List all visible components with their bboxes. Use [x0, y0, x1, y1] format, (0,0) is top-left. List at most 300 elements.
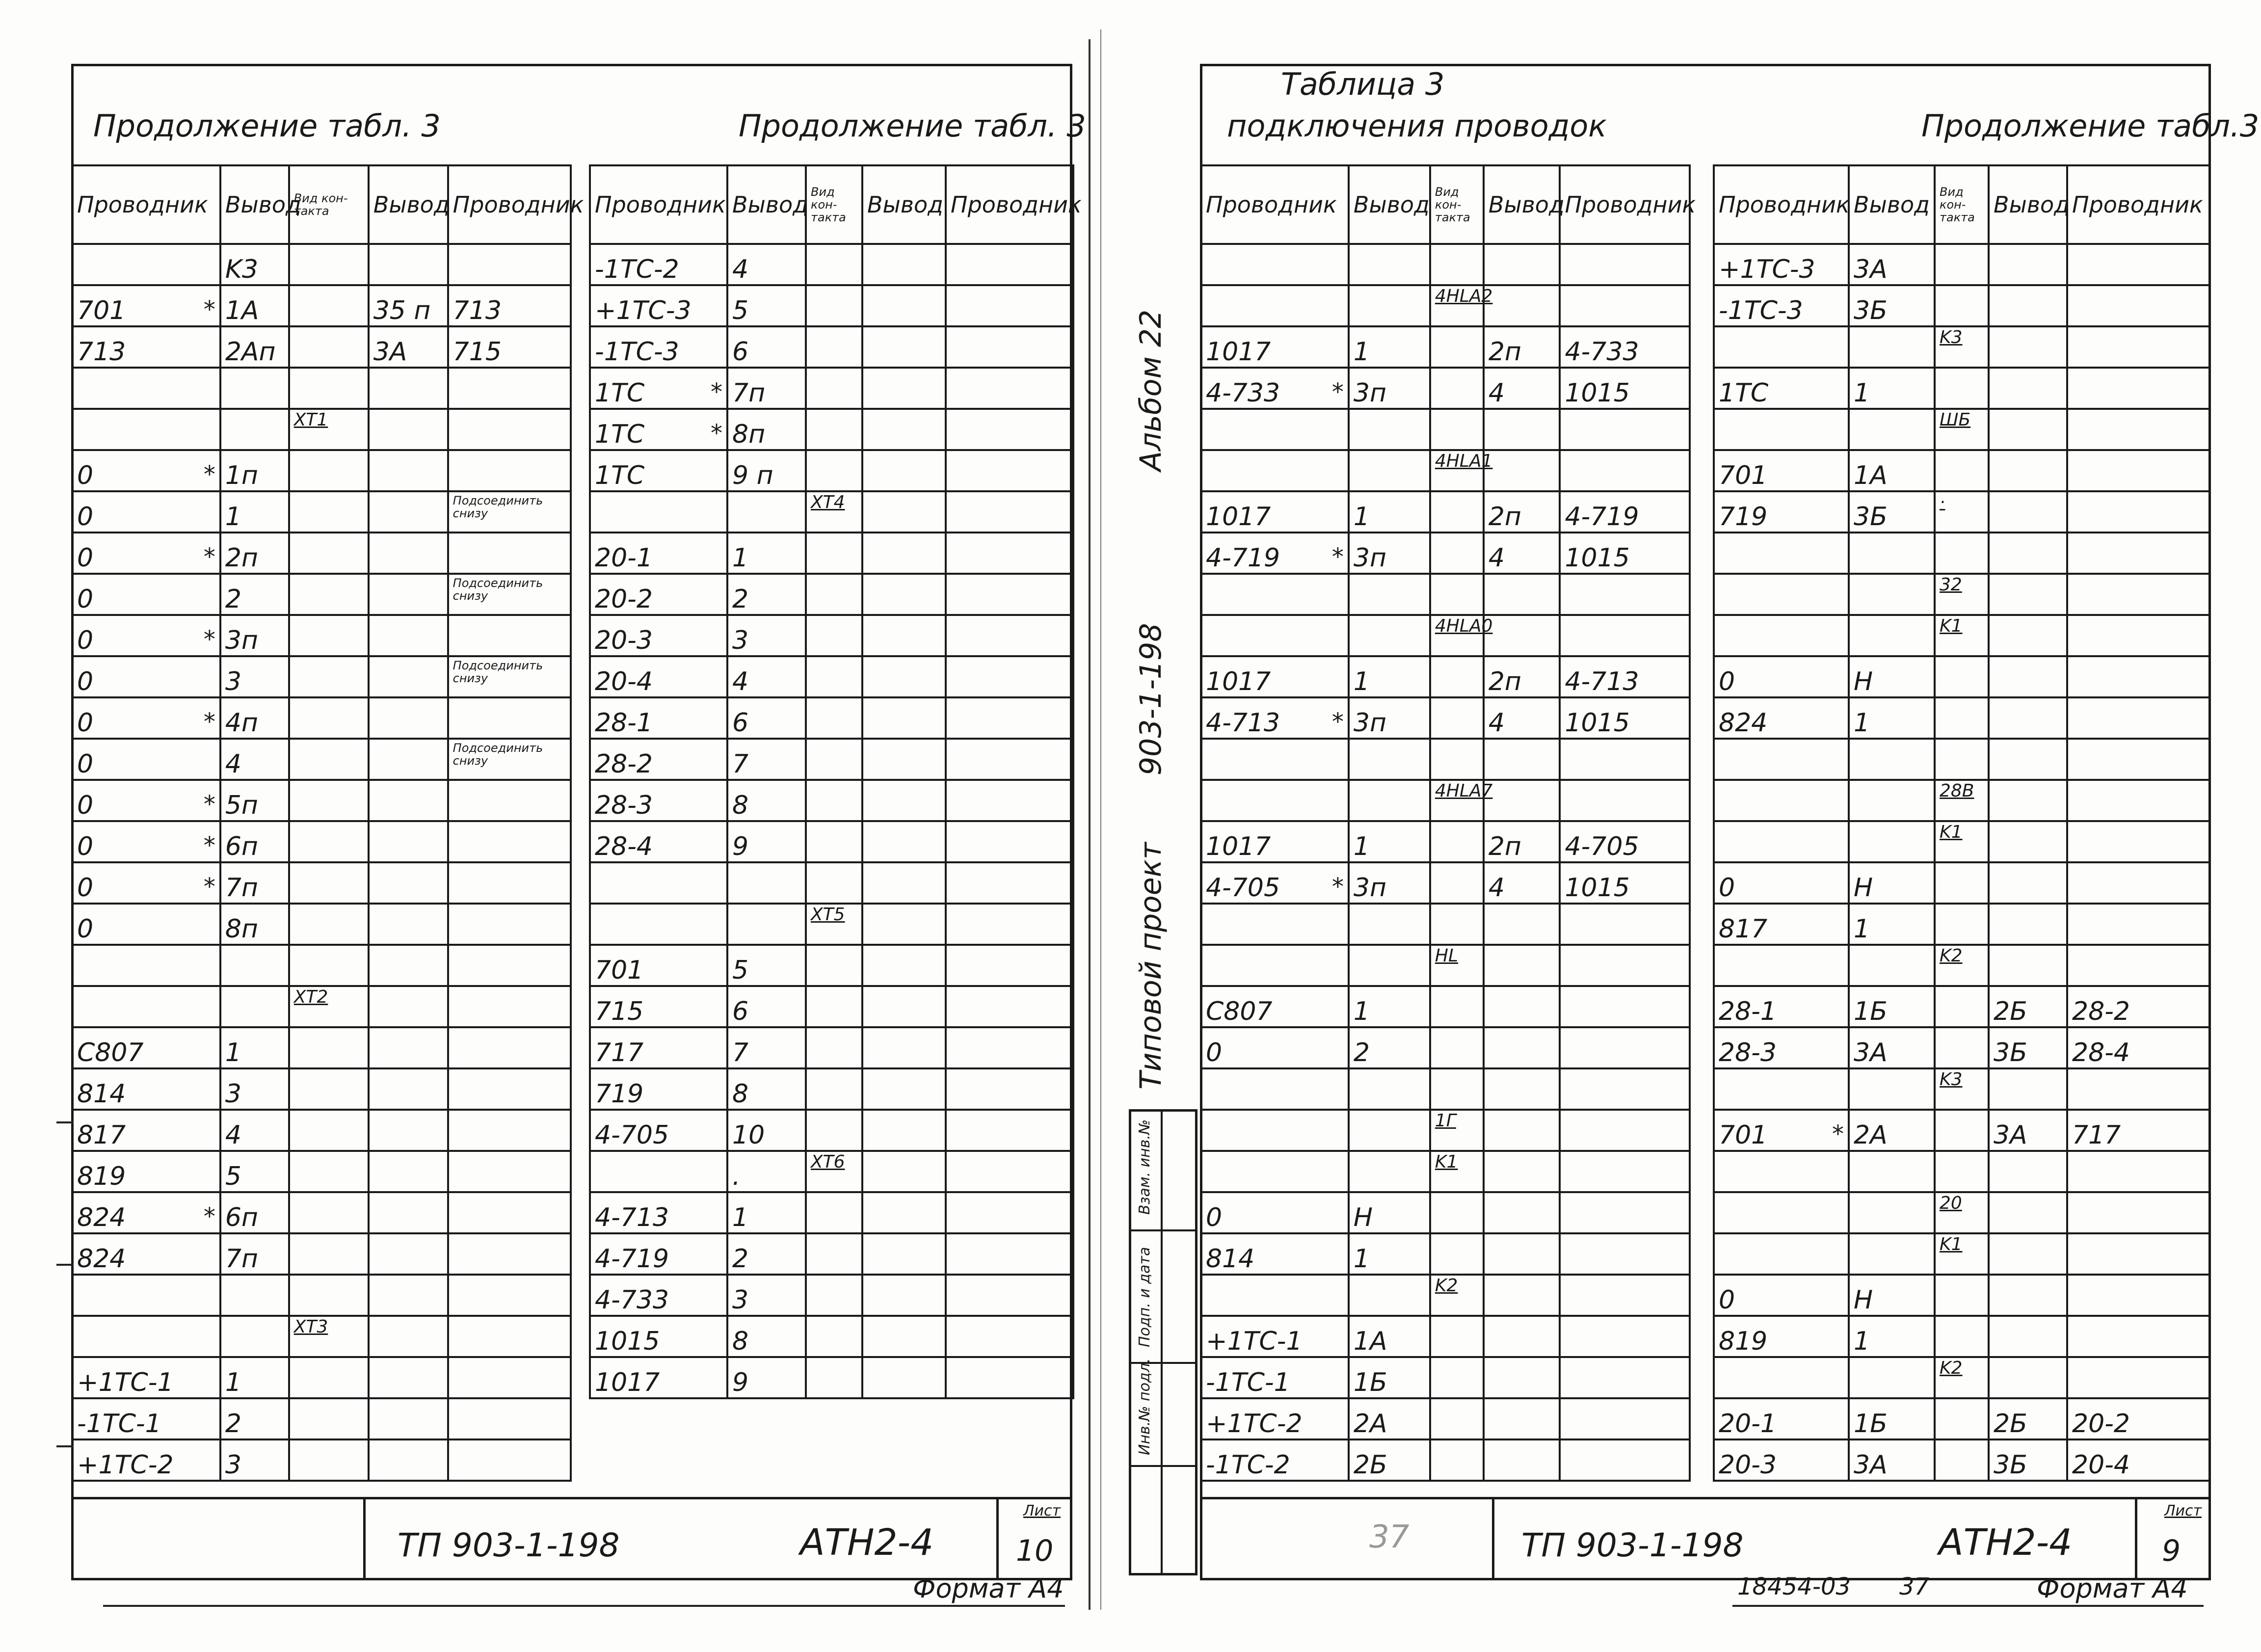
cell-contact-type	[806, 697, 862, 739]
cell-terminal-2	[369, 1398, 448, 1439]
marker-asterisk: *	[711, 420, 722, 447]
cell-conductor	[590, 285, 727, 326]
table-row	[590, 409, 1073, 450]
conductor-text: -1TC-3	[595, 337, 679, 367]
cell-contact-type: 4HLA7	[1430, 780, 1484, 821]
table-row	[72, 533, 571, 574]
cell-terminal: 2	[727, 1233, 806, 1275]
table-row	[1714, 409, 2209, 450]
conductor-text: 719	[595, 1079, 644, 1109]
cell-contact-type	[806, 821, 862, 862]
table-row	[72, 409, 571, 450]
table-row	[1714, 1439, 2209, 1481]
cell-conductor	[1201, 780, 1349, 821]
table-row	[1714, 1068, 2209, 1110]
cell-conductor-2	[946, 904, 1073, 945]
conductor-text: 0	[77, 543, 94, 573]
col-header-terminal-2: Вывод	[1989, 165, 2067, 244]
table-row	[1714, 491, 2209, 533]
table-row	[1714, 697, 2209, 739]
cell-conductor	[590, 862, 727, 904]
cell-terminal	[1849, 1151, 1935, 1192]
cell-conductor	[1201, 1151, 1349, 1192]
cell-contact-type: 20	[1935, 1192, 1989, 1233]
cell-terminal	[1849, 1357, 1935, 1398]
cell-conductor	[590, 656, 727, 697]
cell-terminal-2	[1484, 1398, 1560, 1439]
table-row	[1201, 1316, 1690, 1357]
cell-conductor-2	[448, 1068, 571, 1110]
cell-conductor	[1714, 450, 1849, 491]
cell-terminal-2	[369, 739, 448, 780]
cell-conductor	[72, 533, 220, 574]
conductor-text: +1TC-1	[1206, 1327, 1303, 1356]
right-continuation-heading: Продолжение табл.3	[1921, 108, 2260, 144]
cell-terminal: Н	[1849, 862, 1935, 904]
cell-contact-type	[1935, 986, 1989, 1027]
cell-conductor-2	[448, 1233, 571, 1275]
cell-contact-type	[289, 780, 369, 821]
conductor-text: 1017	[595, 1368, 660, 1397]
cell-terminal: 4	[220, 1110, 289, 1151]
cell-terminal-2	[369, 1275, 448, 1316]
cell-conductor-2	[946, 285, 1073, 326]
cell-terminal-2	[862, 697, 946, 739]
cell-contact-type	[1430, 1316, 1484, 1357]
cell-conductor	[1201, 1275, 1349, 1316]
cell-terminal	[220, 368, 289, 409]
cell-terminal	[1349, 780, 1430, 821]
cell-terminal: 3A	[1849, 1439, 1935, 1481]
page-fold-line	[1089, 39, 1091, 1610]
cell-terminal-2: 3A	[369, 326, 448, 368]
conductor-text: 0	[77, 832, 94, 861]
cell-conductor-2	[946, 574, 1073, 615]
cell-terminal-2: 4	[1484, 533, 1560, 574]
cell-terminal-2	[1484, 1233, 1560, 1275]
conductor-text: 20-2	[595, 585, 653, 614]
cell-terminal: 1Б	[1849, 1398, 1935, 1439]
table-row	[1201, 1439, 1690, 1481]
cell-conductor-2	[1560, 986, 1690, 1027]
cell-conductor-2	[2067, 1068, 2209, 1110]
cell-conductor	[1201, 862, 1349, 904]
conductor-text: 0	[77, 626, 94, 655]
col-header-terminal-2: Вывод	[862, 165, 946, 244]
table-row	[1714, 1110, 2209, 1151]
cell-conductor	[72, 1316, 220, 1357]
table-row	[590, 1316, 1073, 1357]
cell-conductor-2	[448, 945, 571, 986]
conductor-text: 4-733	[1206, 378, 1280, 408]
right-title-block	[1202, 1497, 2208, 1580]
cell-conductor-2	[448, 1275, 571, 1316]
conductor-text: 0	[77, 914, 94, 944]
conductor-text: 20-3	[595, 626, 653, 655]
table-row	[1714, 1275, 2209, 1316]
conductor-text: -1TC-2	[1206, 1450, 1290, 1480]
table-row	[1201, 1275, 1690, 1316]
cell-conductor-2: 713	[448, 285, 571, 326]
table-row	[72, 904, 571, 945]
cell-terminal: 1Б	[1849, 986, 1935, 1027]
cell-terminal	[1349, 1110, 1430, 1151]
conductor-text: 814	[1206, 1244, 1255, 1274]
cell-terminal: 6п	[220, 821, 289, 862]
left-drawing-code: АТН2-4	[800, 1521, 934, 1564]
cell-contact-type	[1430, 409, 1484, 450]
cell-conductor-2	[448, 1192, 571, 1233]
cell-terminal-2	[369, 1357, 448, 1398]
cell-conductor	[72, 1275, 220, 1316]
cell-terminal-2	[1989, 821, 2067, 862]
table-row	[590, 1192, 1073, 1233]
cell-conductor	[1201, 368, 1349, 409]
cell-terminal-2	[1989, 1151, 2067, 1192]
cell-contact-type	[806, 285, 862, 326]
cell-conductor-2	[946, 780, 1073, 821]
cell-conductor-2: Подсоединить снизу	[448, 574, 571, 615]
cell-conductor-2	[946, 862, 1073, 904]
conductor-text: +1TC-3	[1719, 255, 1815, 284]
cell-terminal	[727, 904, 806, 945]
conductor-text: 20-1	[595, 543, 653, 573]
cell-contact-type	[806, 1068, 862, 1110]
left-title-block	[74, 1497, 1070, 1580]
conductor-text: +1TC-2	[1206, 1409, 1303, 1439]
cell-terminal: 3	[727, 1275, 806, 1316]
table-row	[590, 1357, 1073, 1398]
table-row	[1714, 904, 2209, 945]
cell-contact-type	[289, 574, 369, 615]
conductor-text: 4-719	[1206, 543, 1280, 573]
col-header-conductor: Проводник	[590, 165, 727, 244]
cell-terminal-2	[1989, 615, 2067, 656]
cell-contact-type: 4HLA1	[1430, 450, 1484, 491]
cell-conductor-2	[448, 409, 571, 450]
cell-conductor-2	[1560, 244, 1690, 285]
cell-conductor-2: 717	[2067, 1110, 2209, 1151]
cell-terminal: 3	[220, 1068, 289, 1110]
col-header-terminal: Вывод	[1849, 165, 1935, 244]
conductor-text: +1TC-2	[77, 1450, 174, 1480]
conductor-text: 28-3	[1719, 1038, 1777, 1067]
cell-terminal: 2	[220, 1398, 289, 1439]
cell-contact-type	[1430, 1398, 1484, 1439]
cell-conductor-2	[2067, 491, 2209, 533]
conductor-text: 0	[77, 749, 94, 779]
cell-terminal: 2Б	[1349, 1439, 1430, 1481]
cell-terminal-2	[1989, 244, 2067, 285]
conductor-text: 0	[1719, 1285, 1735, 1315]
marker-asterisk: *	[1832, 1120, 1844, 1148]
cell-conductor	[72, 1192, 220, 1233]
cell-contact-type: XT4	[806, 491, 862, 533]
cell-conductor	[590, 697, 727, 739]
cell-terminal	[1849, 1233, 1935, 1275]
cell-contact-type	[289, 615, 369, 656]
cell-contact-type: ·	[1935, 491, 1989, 533]
cell-contact-type	[1935, 904, 1989, 945]
cell-contact-type	[1430, 326, 1484, 368]
table-row	[1714, 574, 2209, 615]
cell-conductor-2	[2067, 697, 2209, 739]
cell-terminal-2	[369, 945, 448, 986]
cell-terminal: 1	[1349, 821, 1430, 862]
conductor-text: 1017	[1206, 337, 1271, 367]
cell-conductor-2	[1560, 739, 1690, 780]
cell-terminal	[1349, 574, 1430, 615]
cell-contact-type	[1935, 1316, 1989, 1357]
cell-terminal-2	[862, 1357, 946, 1398]
cell-terminal: 1	[220, 491, 289, 533]
cell-contact-type	[806, 739, 862, 780]
col-header-contact-type: Вид кон- такта	[1430, 165, 1484, 244]
cell-conductor-2	[946, 450, 1073, 491]
marker-asterisk: *	[1331, 708, 1344, 736]
cell-contact-type	[806, 615, 862, 656]
cell-contact-type	[1935, 1275, 1989, 1316]
table-row	[72, 1068, 571, 1110]
cell-contact-type	[806, 1192, 862, 1233]
cell-conductor	[1201, 697, 1349, 739]
cell-conductor-2	[2067, 739, 2209, 780]
cell-terminal-2	[1989, 368, 2067, 409]
table-row	[1201, 1398, 1690, 1439]
conductor-text: 1017	[1206, 502, 1271, 532]
cell-contact-type	[806, 326, 862, 368]
cell-contact-type	[1430, 1357, 1484, 1398]
table-row	[1714, 821, 2209, 862]
cell-terminal	[220, 986, 289, 1027]
cell-conductor	[72, 945, 220, 986]
table-row	[1714, 450, 2209, 491]
cell-contact-type: K1	[1935, 1233, 1989, 1275]
cell-contact-type: XT5	[806, 904, 862, 945]
cell-terminal	[220, 1275, 289, 1316]
cell-conductor-2: 28-2	[2067, 986, 2209, 1027]
cell-terminal-2	[862, 1192, 946, 1233]
table-row	[1714, 780, 2209, 821]
conductor-text: 4-733	[595, 1285, 669, 1315]
cell-terminal-2	[862, 904, 946, 945]
table-row	[72, 285, 571, 326]
table-row	[1201, 862, 1690, 904]
cell-terminal-2: 3Б	[1989, 1027, 2067, 1068]
cell-conductor	[1201, 1233, 1349, 1275]
cell-terminal-2	[369, 244, 448, 285]
cell-terminal-2	[369, 986, 448, 1027]
cell-terminal-2	[1989, 656, 2067, 697]
cell-contact-type	[289, 1439, 369, 1481]
cell-contact-type: HL	[1430, 945, 1484, 986]
cell-terminal-2	[862, 945, 946, 986]
cell-conductor-2	[946, 533, 1073, 574]
table-row	[1201, 1357, 1690, 1398]
page-fold-line-secondary	[1100, 29, 1101, 1610]
cell-terminal	[1349, 615, 1430, 656]
cell-conductor-2: 1015	[1560, 862, 1690, 904]
table-row	[1714, 986, 2209, 1027]
cell-contact-type	[806, 862, 862, 904]
cell-conductor	[72, 450, 220, 491]
cell-terminal-2	[1484, 739, 1560, 780]
cell-terminal: 3Б	[1849, 285, 1935, 326]
table-row	[1714, 739, 2209, 780]
cell-conductor	[590, 368, 727, 409]
cell-terminal-2	[1484, 1275, 1560, 1316]
cell-conductor-2	[2067, 1233, 2209, 1275]
cell-terminal-2: 2Б	[1989, 1398, 2067, 1439]
margin-tick	[56, 1445, 74, 1447]
cell-terminal-2	[1989, 1316, 2067, 1357]
right-sheet	[1200, 64, 2260, 1580]
cell-conductor	[72, 862, 220, 904]
cell-contact-type: XT1	[289, 409, 369, 450]
cell-conductor-2	[448, 780, 571, 821]
cell-terminal: 1	[1349, 986, 1430, 1027]
cell-conductor	[1201, 986, 1349, 1027]
cell-conductor-2	[448, 1439, 571, 1481]
marker-asterisk: *	[203, 873, 215, 901]
cell-conductor	[590, 986, 727, 1027]
cell-terminal-2	[862, 491, 946, 533]
conductor-text: 1TC	[1719, 378, 1769, 408]
conductor-text: 713	[77, 337, 126, 367]
cell-terminal: 1	[1349, 326, 1430, 368]
cell-conductor-2: 4-713	[1560, 656, 1690, 697]
table-row	[590, 862, 1073, 904]
cell-terminal-2	[1989, 574, 2067, 615]
cell-terminal: 2	[727, 574, 806, 615]
table-row	[1201, 904, 1690, 945]
right-project-number: ТП 903-1-198	[1521, 1526, 1744, 1564]
cell-terminal-2	[369, 862, 448, 904]
cell-conductor-2	[946, 1110, 1073, 1151]
left-project-number: ТП 903-1-198	[398, 1526, 620, 1564]
connection-table-b	[589, 164, 1082, 1399]
cell-terminal: 2A	[1849, 1110, 1935, 1151]
cell-conductor-2	[1560, 450, 1690, 491]
conductor-text: 0	[77, 502, 94, 532]
cell-conductor-2	[1560, 409, 1690, 450]
cell-terminal-2	[862, 1110, 946, 1151]
col-header-terminal-2: Вывод	[369, 165, 448, 244]
cell-terminal: 4	[727, 656, 806, 697]
cell-conductor	[1201, 1110, 1349, 1151]
cell-conductor	[590, 1068, 727, 1110]
table-row	[1714, 656, 2209, 697]
table-row	[72, 1027, 571, 1068]
cell-conductor-2	[2067, 1316, 2209, 1357]
table-row	[1714, 1316, 2209, 1357]
table-row	[1201, 986, 1690, 1027]
cell-terminal: 1	[727, 1192, 806, 1233]
conductor-text: -1TC-1	[1206, 1368, 1290, 1397]
cell-conductor-2	[946, 697, 1073, 739]
cell-conductor	[1201, 656, 1349, 697]
cell-contact-type	[806, 1357, 862, 1398]
marker-asterisk: *	[1331, 873, 1344, 901]
cell-contact-type	[1430, 1233, 1484, 1275]
cell-contact-type	[289, 1398, 369, 1439]
cell-contact-type	[806, 1316, 862, 1357]
cell-terminal: 9 п	[727, 450, 806, 491]
cell-terminal	[1849, 821, 1935, 862]
margin-album: Альбом 22	[1134, 309, 1168, 471]
table-row	[72, 1275, 571, 1316]
cell-terminal: 2Aп	[220, 326, 289, 368]
cell-contact-type	[289, 491, 369, 533]
cell-terminal: 7	[727, 1027, 806, 1068]
conductor-text: C807	[77, 1038, 144, 1067]
cell-conductor	[590, 1233, 727, 1275]
cell-contact-type	[806, 1233, 862, 1275]
table-row	[1714, 285, 2209, 326]
cell-terminal-2	[1484, 986, 1560, 1027]
cell-conductor-2	[448, 1151, 571, 1192]
cell-contact-type	[1430, 533, 1484, 574]
cell-conductor	[590, 1151, 727, 1192]
conductor-text: 0	[77, 585, 94, 614]
cell-terminal-2	[862, 1275, 946, 1316]
cell-terminal	[1849, 326, 1935, 368]
left-bottom-line	[103, 1605, 1065, 1607]
cell-contact-type: 1Г	[1430, 1110, 1484, 1151]
cell-conductor	[1201, 244, 1349, 285]
cell-conductor	[1714, 986, 1849, 1027]
conductor-text: 819	[1719, 1327, 1768, 1356]
table-row	[72, 656, 571, 697]
cell-conductor-2	[448, 450, 571, 491]
cell-conductor	[1201, 533, 1349, 574]
cell-contact-type	[289, 739, 369, 780]
cell-conductor	[590, 326, 727, 368]
table-row	[1201, 615, 1690, 656]
cell-contact-type	[289, 1233, 369, 1275]
cell-conductor-2	[1560, 904, 1690, 945]
left-sheet-number: 10	[1016, 1534, 1054, 1568]
cell-conductor	[72, 285, 220, 326]
table-row	[72, 326, 571, 368]
cell-terminal-2	[1484, 1068, 1560, 1110]
cell-terminal: 3п	[1349, 533, 1430, 574]
marker-asterisk: *	[203, 791, 215, 818]
conductor-text: 717	[595, 1038, 644, 1067]
cell-contact-type	[289, 904, 369, 945]
cell-conductor-2	[946, 986, 1073, 1027]
cell-terminal: 7п	[220, 862, 289, 904]
cell-contact-type	[806, 533, 862, 574]
cell-terminal-2	[369, 409, 448, 450]
table-row	[590, 945, 1073, 986]
cell-conductor-2	[2067, 409, 2209, 450]
cell-contact-type	[1430, 368, 1484, 409]
cell-contact-type: K1	[1935, 615, 1989, 656]
cell-conductor-2: 4-733	[1560, 326, 1690, 368]
cell-conductor-2	[946, 368, 1073, 409]
conductor-text: 824	[77, 1244, 126, 1274]
cell-conductor	[72, 1151, 220, 1192]
cell-terminal-2	[862, 533, 946, 574]
cell-terminal-2	[369, 780, 448, 821]
cell-contact-type	[289, 1192, 369, 1233]
cell-contact-type	[1935, 697, 1989, 739]
cell-contact-type	[1935, 1398, 1989, 1439]
cell-contact-type: K1	[1935, 821, 1989, 862]
right-sheet-label: Лист	[2164, 1502, 2202, 1519]
cell-conductor-2	[946, 656, 1073, 697]
